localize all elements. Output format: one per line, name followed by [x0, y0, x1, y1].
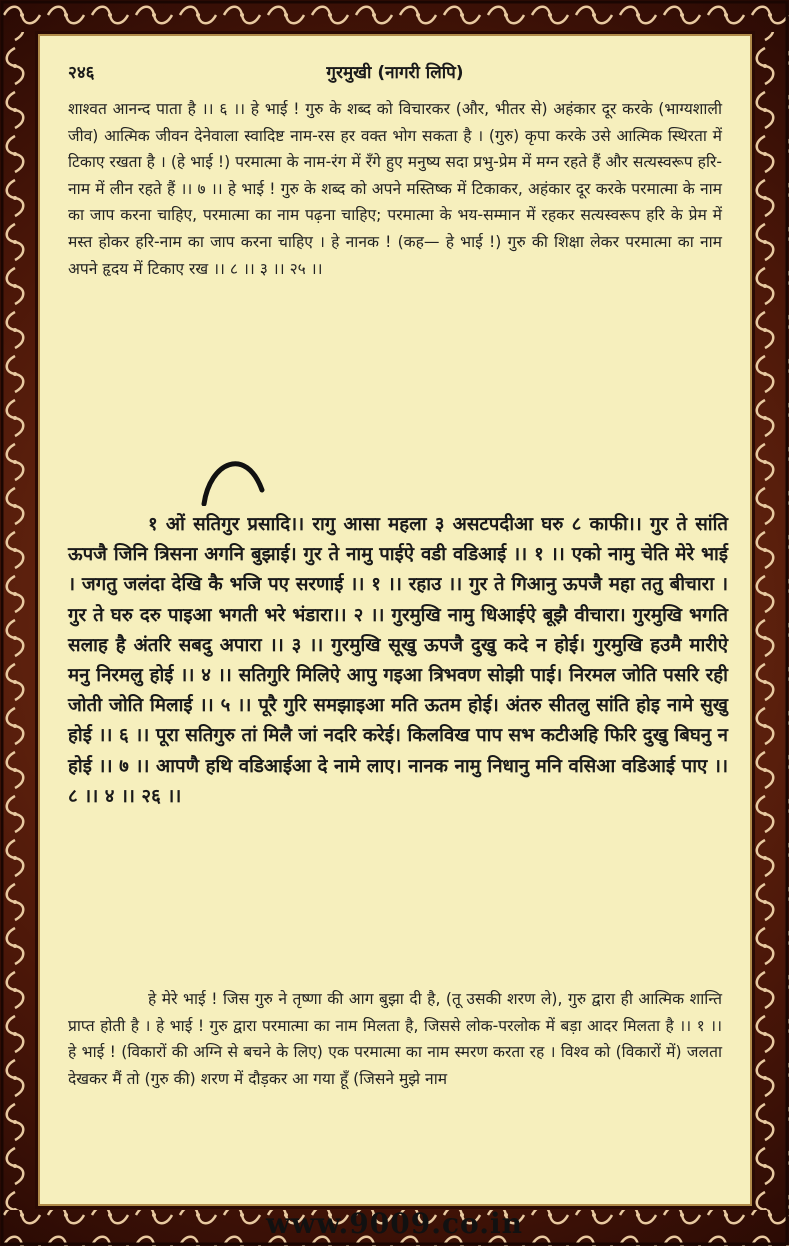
page-header	[68, 60, 722, 88]
page-title: गुरमुखी (नागरी लिपि)	[326, 63, 464, 83]
ik-onkar-arc-mark	[196, 446, 276, 506]
website-footer: www.9009.co.in	[266, 1207, 523, 1240]
scripture-page	[38, 34, 752, 1206]
page-number: २४६	[68, 63, 95, 83]
gurbani-verse-block: १ ओं सतिगुर प्रसादि।। रागु आसा महला ३ असटपदीआ घरु ८ काफी।। गुर ते सांति ऊपजै जिनि त्रिसना अगनि बुझाई। गुर ते नामु पाईऐ वडी वडिआई ।। १ ।। एको नामु चेति मेरे भाई । जगतु जलंदा देखि कै भजि पए सरणाई ।। १ ।। रहाउ ।। गुर ते गिआनु ऊपजै महा ततु बीचारा । गुर ते घरु दरु पाइआ भगती भरे भंडारा।। २ ।। गुरमुखि नामु धिआईऐ बूझै वीचारा। गुरमुखि भगति सलाह है अंतरि सबदु अपारा ।। ३ ।। गुरमुखि सूखु ऊपजै दुखु कदे न होई। गुरमुखि हउमै मारीऐ मनु निरमलु होई ।। ४ ।। सतिगुरि मिलिऐ आपु गइआ त्रिभवण सोझी पाई। निरमल जोति पसरि रही जोती जोति मिलाई ।। ५ ।। पूरै गुरि समझाइआ मति ऊतम होई। अंतरु सीतलु सांति होइ नामे सुखु होई ।। ६ ।। पूरा सतिगुरु तां मिलै जां नदरि करेई। किलविख पाप सभ कटीअहि फिरि दुखु बिघनु न होई ।। ७ ।। आपणै हथि वडिआईआ दे नामे लाए। नानक नामु निधानु मनि वसिआ वडिआई पाए ।। ८ ।। ४ ।। २६ ।।	[68, 514, 728, 807]
commentary-bottom-paragraph: हे मेरे भाई ! जिस गुरु ने तृष्णा की आग बुझा दी है, (तू उसकी शरण ले), गुरु द्वारा ही आत्मिक शान्ति प्राप्त होती है । हे भाई ! गुरु द्वारा परमात्मा का नाम मिलता है, जिससे लोक-परलोक में बड़ा आदर मिलता है ।। १ ।। हे भाई ! (विकारों की अग्नि से बचने के लिए) एक परमात्मा का नाम स्मरण करता रह । विश्व को (विकारों में) जलता देखकर मैं तो (गुरु की) शरण में दौड़कर आ गया हूँ (जिसने मुझे नाम	[68, 990, 722, 1088]
commentary-top-paragraph: शाश्वत आनन्द पाता है ।। ६ ।। हे भाई ! गुरु के शब्द को विचारकर (और, भीतर से) अहंकार दूर करके (भाग्यशाली जीव) आत्मिक जीवन देनेवाला स्वादिष्ट नाम-रस हर वक्त भोग सकता है । (गुरु) कृपा करके उसे आत्मिक स्थिरता में टिकाए रखता है । (हे भाई !) परमात्मा के नाम-रंग में रँगे हुए मनुष्य सदा प्रभु-प्रेम में मग्न रहते हैं और सत्यस्वरूप हरि-नाम में लीन रहते हैं ।। ७ ।। हे भाई ! गुरु के शब्द को अपने मस्तिष्क में टिकाकर, अहंकार दूर करके परमात्मा के नाम का जाप करना चाहिए, परमात्मा का नाम पढ़ना चाहिए; परमात्मा के भय-सम्मान में रहकर सत्यस्वरूप हरि के प्रेम में मस्त होकर हरि-नाम का जाप करना चाहिए । हे नानक ! (कह— हे भाई !) गुरु की शिक्षा लेकर परमात्मा का नाम अपने हृदय में टिकाए रख ।। ८ ।। ३ ।। २५ ।।	[68, 100, 722, 278]
